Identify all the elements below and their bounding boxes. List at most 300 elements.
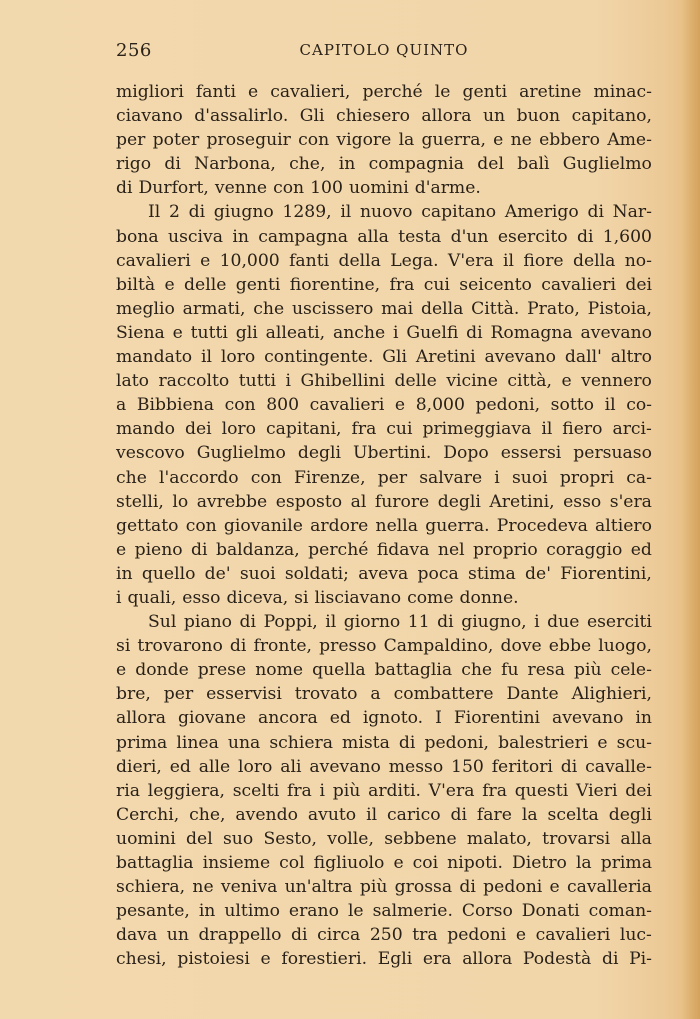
word: e xyxy=(248,82,259,102)
word: circa xyxy=(317,925,361,946)
word: la xyxy=(398,130,415,151)
word: usciva xyxy=(168,226,223,247)
word: bre, xyxy=(116,684,151,705)
word: Amerigo xyxy=(504,202,579,223)
word: 100 xyxy=(310,178,343,199)
word: anche xyxy=(332,322,386,343)
word: trovarono xyxy=(137,636,223,657)
text-line xyxy=(116,755,652,779)
word: salvare xyxy=(419,467,483,488)
word: il xyxy=(200,347,212,368)
word: si xyxy=(116,636,131,657)
word: fidava xyxy=(376,539,430,560)
word: mista xyxy=(342,732,390,753)
word: Aretini xyxy=(415,347,476,368)
body-text xyxy=(116,80,652,971)
word: poter xyxy=(152,130,200,151)
word: come xyxy=(407,587,454,608)
word: la xyxy=(521,804,538,825)
word: e xyxy=(493,130,504,151)
page-edge-shadow xyxy=(682,0,700,1019)
word: con xyxy=(298,130,330,151)
word: balestrieri xyxy=(498,732,589,753)
word: trovato xyxy=(294,684,358,705)
word: arditi. xyxy=(368,780,421,801)
word: fiorentine, xyxy=(289,274,381,295)
word: tra xyxy=(412,925,438,946)
word: Procedeva xyxy=(496,515,588,536)
word: stima xyxy=(468,563,516,584)
word: dei xyxy=(184,419,212,440)
word: di xyxy=(191,539,208,560)
word: migliori xyxy=(116,82,184,102)
word: insieme xyxy=(202,853,271,873)
word: che, xyxy=(289,154,326,175)
word: fanti xyxy=(195,82,236,102)
word: genti xyxy=(235,274,281,295)
word: di xyxy=(459,877,476,898)
word: donne. xyxy=(459,587,519,608)
word: un xyxy=(166,925,189,946)
text-line xyxy=(116,466,652,490)
word: Fiorentini, xyxy=(560,563,652,584)
word: e xyxy=(549,877,560,898)
word: piano xyxy=(183,612,233,633)
word: balì xyxy=(517,154,550,175)
word: ed xyxy=(169,756,191,777)
word: coraggio xyxy=(546,539,623,560)
word: il xyxy=(325,612,337,633)
text-line xyxy=(116,923,652,947)
word: cele- xyxy=(610,660,652,681)
word: fra xyxy=(482,780,508,801)
word: genti xyxy=(462,82,508,102)
word: di xyxy=(601,949,619,970)
word: vigore xyxy=(336,130,392,151)
word: del xyxy=(186,828,213,849)
word: lisciavano xyxy=(314,587,402,608)
word: ciavano xyxy=(116,106,183,127)
word: pedoni xyxy=(483,877,543,898)
word: guerra, xyxy=(421,130,486,151)
word: rigo xyxy=(116,154,152,175)
word: battaglia xyxy=(116,853,194,873)
word: prese xyxy=(197,660,247,681)
word: esservisi xyxy=(206,684,282,705)
word: schiera xyxy=(269,732,333,753)
word: drappello xyxy=(198,925,282,946)
word: ebbero xyxy=(539,130,600,151)
word: Ubertini. xyxy=(352,443,432,464)
word: tutti xyxy=(190,322,228,343)
word: Podestà xyxy=(522,949,592,970)
word: ardore xyxy=(310,515,369,536)
word: loro xyxy=(221,419,256,440)
word: guerra. xyxy=(425,515,490,536)
word: di xyxy=(576,226,594,247)
word: a xyxy=(370,684,381,705)
word: stelli, xyxy=(116,491,164,512)
word: fiore xyxy=(523,250,564,271)
text-line xyxy=(116,393,652,417)
word: donde xyxy=(135,660,189,681)
text-line xyxy=(116,249,652,273)
word: alla xyxy=(620,828,652,849)
word: le xyxy=(434,82,451,102)
text-line xyxy=(116,176,652,200)
word: coi xyxy=(412,853,439,873)
word: cavalieri xyxy=(309,395,385,416)
word: volle, xyxy=(327,828,374,849)
word: una xyxy=(227,732,261,753)
word: cui xyxy=(423,274,450,295)
word: Poppi, xyxy=(263,612,318,633)
word: fronte, xyxy=(253,636,313,657)
word: campagna xyxy=(258,226,349,247)
word: i xyxy=(534,612,540,633)
word: cavalle- xyxy=(585,756,652,777)
word: che xyxy=(116,467,147,488)
word: scelta xyxy=(547,804,599,825)
word: suoi xyxy=(511,467,548,488)
word: Dante xyxy=(506,684,559,705)
word: le xyxy=(347,901,364,922)
word: che, xyxy=(189,804,226,825)
word: cavalleria xyxy=(566,877,652,898)
word: 250 xyxy=(369,925,403,946)
word: Aretini, xyxy=(489,491,555,512)
word: allora xyxy=(462,949,513,970)
word: e xyxy=(561,371,572,392)
word: Lega. xyxy=(390,250,439,271)
text-line xyxy=(116,273,652,297)
word: di xyxy=(560,756,578,777)
word: nipoti. xyxy=(447,853,503,873)
word: il xyxy=(366,804,378,825)
word: figliuolo xyxy=(313,853,385,873)
word: nel xyxy=(437,539,465,560)
word: ne xyxy=(192,877,214,898)
word: il xyxy=(503,250,515,271)
word: e xyxy=(597,732,608,753)
word: 800 xyxy=(266,395,300,416)
word: ali xyxy=(280,756,302,777)
word: resa xyxy=(527,660,565,681)
word: battaglia xyxy=(374,660,453,681)
word: di xyxy=(291,925,308,946)
word: proseguir xyxy=(206,130,291,151)
word: schiera, xyxy=(116,877,186,898)
word: i xyxy=(393,322,399,343)
word: giugno xyxy=(213,202,274,223)
word: sebbene xyxy=(384,828,457,849)
word: de' xyxy=(204,563,231,584)
word: 2 xyxy=(168,202,180,223)
text-line xyxy=(116,297,652,321)
word: cavalieri, xyxy=(270,82,351,102)
text-line xyxy=(116,514,652,538)
word: nome xyxy=(255,660,304,681)
word: poca xyxy=(417,563,459,584)
word: dove xyxy=(500,636,542,657)
word: delle xyxy=(394,371,437,392)
word: Alighieri, xyxy=(571,684,652,705)
word: pedoni xyxy=(447,925,507,946)
word: pieno xyxy=(134,539,183,560)
word: quali, xyxy=(127,587,177,608)
word: altiero xyxy=(595,515,652,536)
word: cavalieri xyxy=(116,250,191,271)
text-line xyxy=(116,827,652,851)
word: e xyxy=(172,322,183,343)
word: luogo, xyxy=(598,636,652,657)
word: capitani, xyxy=(265,419,342,440)
word: buon xyxy=(516,106,561,127)
word: i xyxy=(116,587,122,608)
word: Egli xyxy=(377,949,413,970)
text-line xyxy=(116,490,652,514)
word: fiero xyxy=(562,419,603,440)
word: il xyxy=(604,395,616,416)
word: fra xyxy=(286,780,312,801)
word: pistoiesi xyxy=(177,949,250,970)
word: avevano xyxy=(309,756,381,777)
word: linea xyxy=(176,732,219,753)
word: cui xyxy=(386,419,413,440)
word: de' xyxy=(525,563,551,584)
word: altro xyxy=(610,347,652,368)
word: pedoni, xyxy=(424,732,490,753)
word: in xyxy=(198,901,216,922)
word: giorno xyxy=(343,612,401,633)
word: Guglielmo xyxy=(196,443,286,464)
word: Città. xyxy=(471,298,520,319)
text-line xyxy=(116,128,652,152)
word: questi xyxy=(514,780,569,801)
word: Corso xyxy=(461,901,513,922)
word: Gli xyxy=(299,106,325,127)
word: presso xyxy=(319,636,377,657)
text-line xyxy=(116,875,652,899)
word: per xyxy=(116,130,146,151)
text-line xyxy=(116,658,652,682)
word: i xyxy=(494,467,500,488)
word: forestieri. xyxy=(281,949,368,970)
word: a xyxy=(116,395,127,416)
word: chesi, xyxy=(116,949,167,970)
word: avevano xyxy=(484,347,557,368)
word: di xyxy=(466,322,483,343)
word: Guglielmo xyxy=(562,154,652,175)
word: 8,000 xyxy=(415,395,465,416)
word: Fiorentini xyxy=(453,708,541,729)
word: carico xyxy=(387,804,441,825)
word: Siena xyxy=(116,322,165,343)
word: quella xyxy=(312,660,366,681)
word: proprio xyxy=(473,539,538,560)
word: 1,600 xyxy=(602,226,652,247)
word: in xyxy=(116,563,133,584)
word: salmerie. xyxy=(372,901,453,922)
word: biltà xyxy=(116,274,156,295)
word: di xyxy=(450,804,467,825)
word: l'accordo xyxy=(159,467,239,488)
word: Firenze, xyxy=(293,467,366,488)
page-header xyxy=(116,40,652,64)
word: Pi- xyxy=(629,949,652,970)
word: Romagna xyxy=(490,322,573,343)
word: dei xyxy=(625,274,652,295)
word: ultimo xyxy=(224,901,280,922)
word: alla xyxy=(357,226,389,247)
word: aretine xyxy=(519,82,582,102)
word: grossa xyxy=(394,877,453,898)
word: fra xyxy=(351,419,377,440)
word: s'era xyxy=(609,491,652,512)
word: ignoto. xyxy=(362,708,424,729)
word: vescovo xyxy=(116,443,185,464)
word: soldati; xyxy=(284,563,349,584)
word: uscissero xyxy=(291,298,374,319)
word: Nar- xyxy=(612,202,652,223)
text-line xyxy=(116,80,652,104)
word: in xyxy=(232,226,249,247)
word: avuto xyxy=(307,804,357,825)
word: Dietro xyxy=(511,853,567,873)
word: avrebbe xyxy=(196,491,268,512)
word: prima xyxy=(116,732,168,753)
word: arci- xyxy=(612,419,652,440)
word: prima xyxy=(600,853,652,873)
word: per xyxy=(163,684,194,705)
word: Il xyxy=(148,202,161,223)
word: Campaldino, xyxy=(383,636,494,657)
word: in xyxy=(635,708,652,729)
word: ria xyxy=(116,780,140,801)
word: co- xyxy=(626,395,652,416)
text-line xyxy=(116,369,652,393)
word: di xyxy=(229,636,247,657)
word: coman- xyxy=(588,901,652,922)
word: di xyxy=(239,612,257,633)
word: allora xyxy=(116,708,167,729)
text-line xyxy=(116,586,652,610)
word: messo xyxy=(388,756,444,777)
word: perché xyxy=(362,82,423,102)
word: Sesto, xyxy=(263,828,317,849)
word: e xyxy=(164,274,175,295)
text-line xyxy=(116,104,652,128)
word: diceva, xyxy=(226,587,289,608)
text-line xyxy=(116,731,652,755)
word: 1289, xyxy=(282,202,332,223)
word: venne xyxy=(214,178,268,199)
word: il xyxy=(340,202,352,223)
text-line xyxy=(116,682,652,706)
word: chiesero xyxy=(336,106,410,127)
word: d'arme. xyxy=(414,178,481,199)
word: Gli xyxy=(382,347,408,368)
word: e xyxy=(515,925,527,946)
word: no- xyxy=(624,250,652,271)
word: V'era xyxy=(447,250,494,271)
word: lato xyxy=(116,371,149,392)
word: feritori xyxy=(491,756,553,777)
word: d'assalirlo. xyxy=(194,106,289,127)
text-line xyxy=(116,851,652,875)
word: V'era xyxy=(428,780,475,801)
word: cavalieri xyxy=(535,925,611,946)
word: seicento xyxy=(459,274,532,295)
text-line xyxy=(116,441,652,465)
word: veniva xyxy=(220,877,278,898)
word: degli xyxy=(437,491,481,512)
word: avendo xyxy=(235,804,298,825)
word: giovane xyxy=(178,708,247,729)
word: raccolto xyxy=(158,371,230,392)
word: persuaso xyxy=(573,443,652,464)
word: che xyxy=(461,660,493,681)
word: 150 xyxy=(451,756,484,777)
word: loro xyxy=(238,756,273,777)
word: Pistoia, xyxy=(587,298,652,319)
word: meglio xyxy=(116,298,175,319)
text-line xyxy=(116,417,652,441)
text-line xyxy=(116,803,652,827)
word: il xyxy=(541,419,553,440)
word: la xyxy=(575,853,592,873)
word: minac- xyxy=(593,82,652,102)
word: un'altra xyxy=(284,877,353,898)
word: di xyxy=(398,732,416,753)
word: era xyxy=(422,949,452,970)
word: mando xyxy=(116,419,175,440)
word: due xyxy=(547,612,580,633)
word: vennero xyxy=(581,371,652,392)
word: in xyxy=(338,154,356,175)
text-line xyxy=(116,225,652,249)
word: dei xyxy=(625,780,652,801)
word: mai xyxy=(381,298,414,319)
word: malato, xyxy=(466,828,532,849)
word: avevano xyxy=(551,708,624,729)
word: avevano xyxy=(580,322,652,343)
word: del xyxy=(477,154,504,175)
word: di xyxy=(188,202,206,223)
word: di xyxy=(437,612,454,633)
word: più xyxy=(359,877,388,898)
word: gettato xyxy=(116,515,179,536)
word: Vieri xyxy=(575,780,618,801)
word: degli xyxy=(608,804,652,825)
word: degli xyxy=(297,443,341,464)
word: di xyxy=(164,154,181,175)
word: uomini xyxy=(348,178,409,199)
word: uomini xyxy=(116,828,176,849)
word: più xyxy=(574,660,602,681)
text-line xyxy=(116,345,652,369)
word: armati, xyxy=(182,298,246,319)
word: tutti xyxy=(238,371,277,392)
text-line xyxy=(116,899,652,923)
word: loro xyxy=(220,347,256,368)
word: cavalieri xyxy=(541,274,616,295)
word: si xyxy=(294,587,309,608)
text-line xyxy=(116,706,652,730)
word: Prato, xyxy=(527,298,580,319)
word: 10,000 xyxy=(219,250,280,271)
word: allora xyxy=(421,106,472,127)
